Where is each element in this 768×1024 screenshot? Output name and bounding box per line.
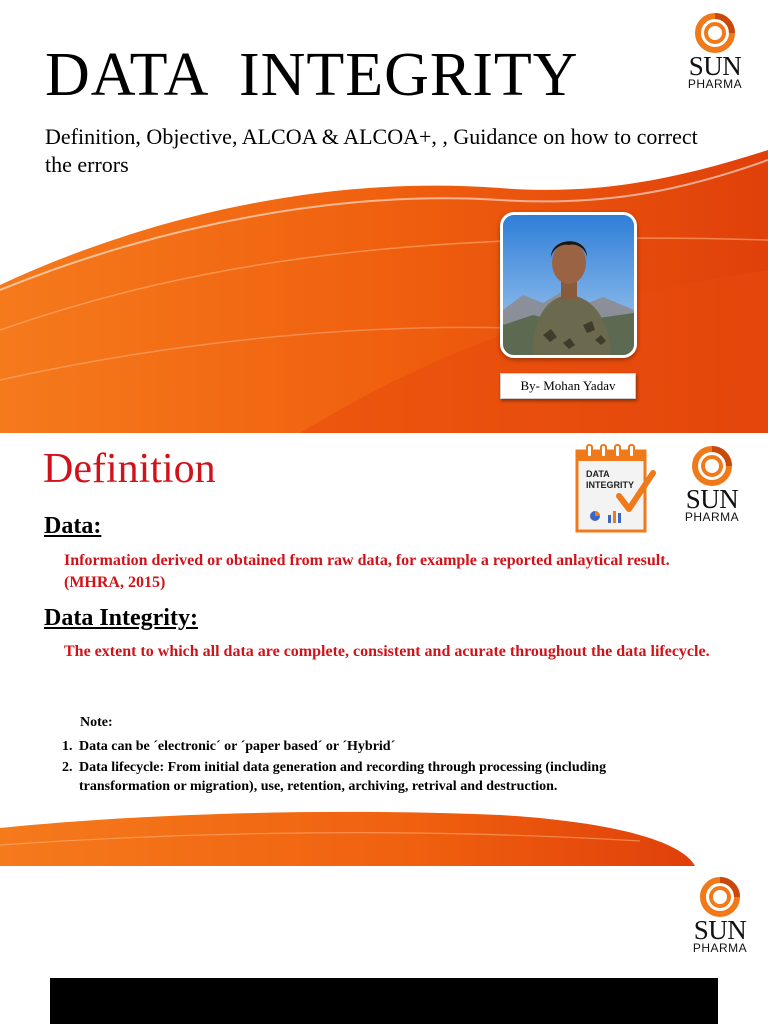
data-integrity-definition-text: The extent to which all data are complete, consistent and acurate throughout the data lifecycle. <box>64 643 710 660</box>
badge-text-integrity: INTEGRITY <box>586 480 635 490</box>
sun-pharma-logo <box>680 12 750 90</box>
logo-text-pharma: PHARMA <box>684 510 740 524</box>
badge-text-data: DATA <box>586 469 610 479</box>
definition-slide <box>0 433 768 866</box>
note-number: 2. <box>62 760 73 775</box>
note-text-continued: transformation or migration), use, retention, archiving, retrival and destruction. <box>79 779 558 794</box>
person-photo-icon <box>503 215 634 355</box>
author-photo <box>500 212 637 358</box>
sun-logo-icon <box>691 445 733 487</box>
logo-text-pharma: PHARMA <box>692 941 748 955</box>
list-item <box>62 737 722 756</box>
sun-pharma-logo <box>685 876 755 954</box>
note-text: Data lifecycle: From initial data generation and recording through processing (including <box>79 760 607 775</box>
sun-logo-icon <box>699 876 741 918</box>
data-definition-text: Information derived or obtained from raw data, for example a reported anlaytical result. (MHRA, 2015) <box>64 552 670 591</box>
sun-logo-icon <box>694 12 736 54</box>
note-text: Data can be ´electronic´ or ´paper based´ or ´Hybrid´ <box>79 739 396 754</box>
slide-title: Definition <box>43 446 216 492</box>
note-number: 1. <box>62 739 73 754</box>
logo-text-sun: SUN <box>685 484 739 514</box>
sun-pharma-logo <box>677 445 747 523</box>
data-heading: Data: <box>44 513 102 539</box>
black-content-bar <box>50 978 718 1024</box>
next-slide-partial <box>0 866 768 1024</box>
logo-text-sun: SUN <box>693 915 747 945</box>
list-item <box>62 758 722 796</box>
data-integrity-badge <box>575 441 657 533</box>
presentation-subtitle: Definition, Objective, ALCOA & ALCOA+, , Guidance on how to correct the errors <box>45 124 698 177</box>
title-slide <box>0 0 768 433</box>
logo-text-pharma: PHARMA <box>687 77 743 91</box>
data-integrity-heading: Data Integrity: <box>44 605 198 631</box>
presentation-title: DATA INTEGRITY <box>45 41 579 109</box>
author-label: By- Mohan Yadav <box>500 373 636 399</box>
note-list <box>62 737 722 798</box>
logo-text-sun: SUN <box>688 51 742 81</box>
note-heading: Note: <box>80 715 113 730</box>
